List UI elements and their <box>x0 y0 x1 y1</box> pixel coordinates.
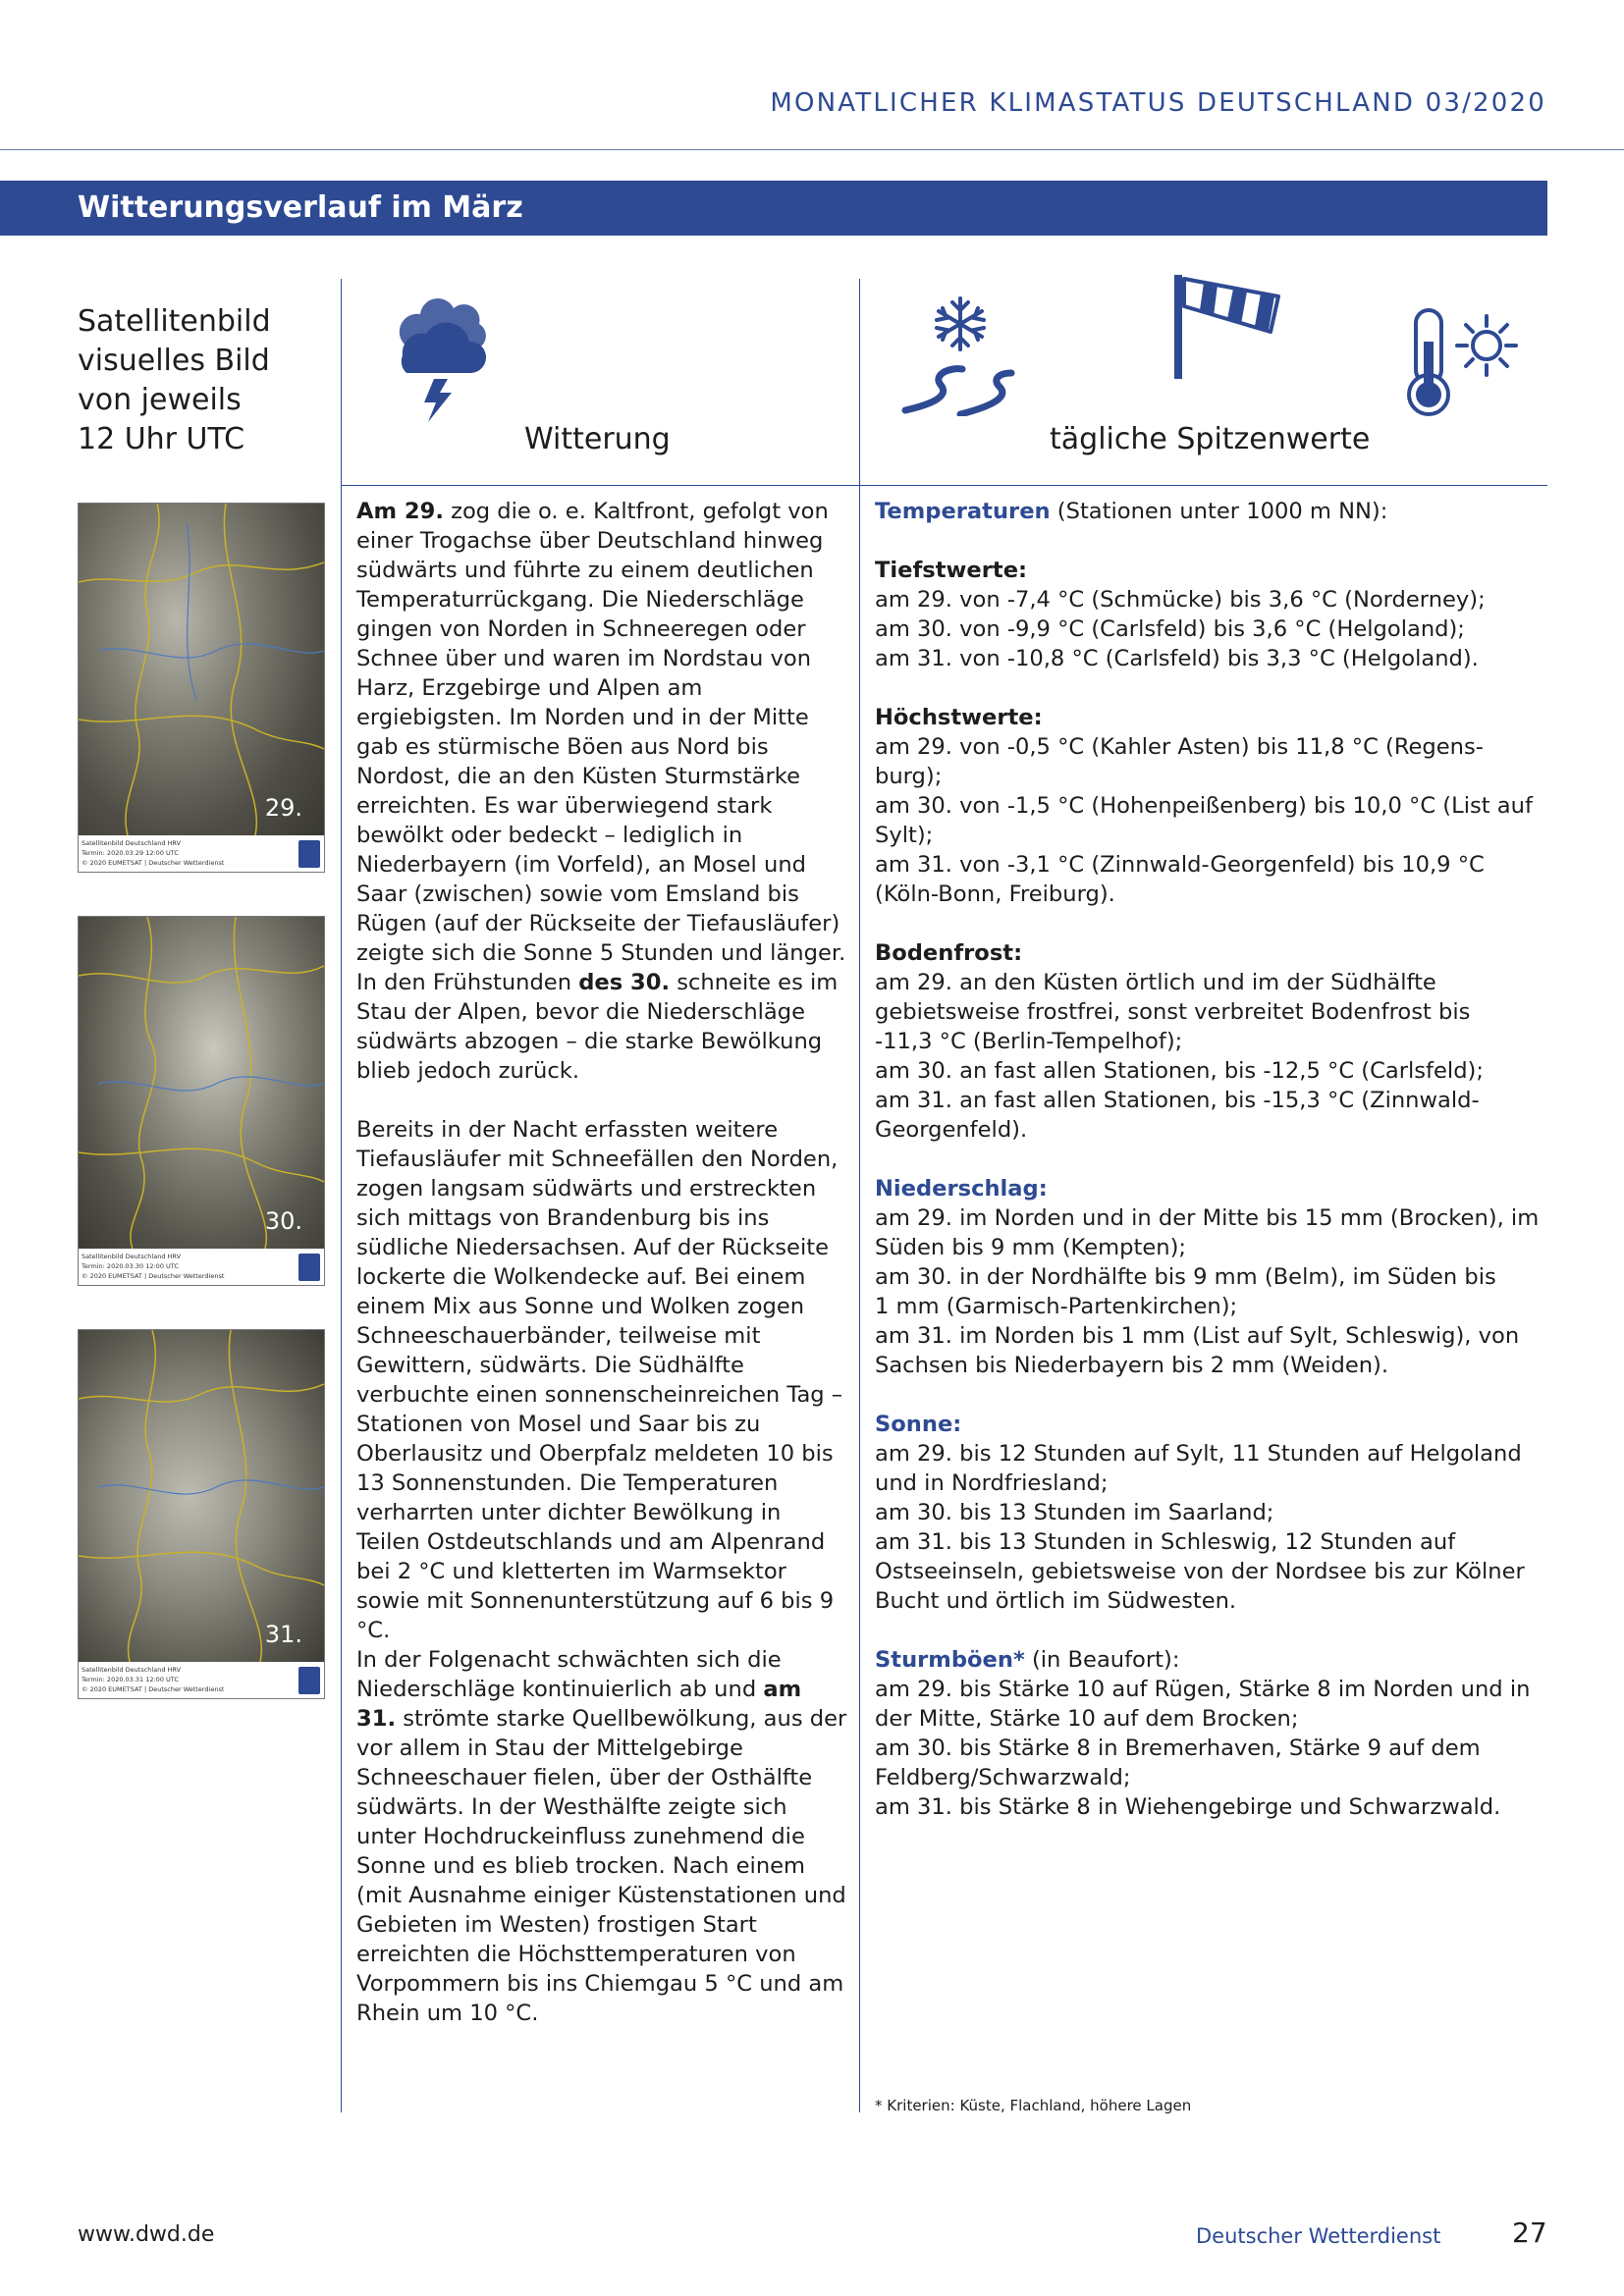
gust-line: am 29. bis Stärke 10 auf Rügen, Stärke 8 im Norden und in <box>875 1677 1531 1702</box>
frost-line: am 31. an fast allen Stationen, bis -15,3 °C (Zinnwald- <box>875 1088 1480 1113</box>
satellite-meta <box>81 838 293 868</box>
narrative-paragraph <box>356 497 847 968</box>
header-divider <box>0 149 1624 150</box>
satellite-image <box>78 503 325 873</box>
windsock-icon <box>1172 271 1284 381</box>
sun-line: Bucht und örtlich im Südwesten. <box>875 1588 1237 1614</box>
narrative-paragraph <box>356 968 847 1086</box>
eumetsat-logo-icon <box>298 840 320 868</box>
footer-url-link[interactable]: www.dwd.de <box>78 2222 215 2247</box>
frost-line: Georgenfeld). <box>875 1117 1028 1143</box>
max-line: am 31. von -3,1 °C (Zinnwald-Georgenfeld) bis 10,9 °C <box>875 852 1485 878</box>
header-title: MONATLICHER KLIMASTATUS DEUTSCHLAND 03/2020 <box>770 88 1546 118</box>
peak-values <box>875 497 1543 1822</box>
satellite-map-overlay <box>79 917 324 1249</box>
satellite-image <box>78 916 325 1286</box>
eumetsat-logo-icon <box>298 1667 320 1694</box>
satellite-caption-line: visuelles Bild <box>78 344 270 378</box>
satellite-meta-line: Termin: 2020.03.29 12:00 UTC <box>81 849 179 857</box>
satellite-image <box>78 1329 325 1699</box>
thunder-cloud-icon <box>391 291 491 426</box>
min-line: am 29. von -7,4 °C (Schmücke) bis 3,6 °C (Norderney); <box>875 587 1486 613</box>
section-bar <box>0 181 1547 236</box>
max-line: Sylt); <box>875 823 934 848</box>
satellite-photo <box>79 1330 324 1662</box>
temperature-note: (Stationen unter 1000 m NN): <box>1050 499 1388 524</box>
temperature-heading: Temperaturen <box>875 499 1051 524</box>
footnote: * Kriterien: Küste, Flachland, höhere Lagen <box>875 2097 1192 2114</box>
satellite-caption-line: 12 Uhr UTC <box>78 422 245 456</box>
page-number: 27 <box>1512 2216 1547 2249</box>
narrative-text: strömte starke Quellbewölkung, aus der vor allem in Stau der Mittelgebirge Schneeschauer fielen, über der Osthälfte südwärts. In der Westhälfte zeigte sich unter Hochdruckeinfluss zunehmend die Sonne und es blieb trocken. Nach einem (mit Ausnahme einiger Küstenstationen und Gebieten im Westen) frostigen Start erreichten die Höchsttemperaturen von Vorpommern bis ins Chiemgau 5 °C und am Rhein um 10 °C. <box>356 1706 847 2026</box>
satellite-meta-line: Satellitenbild Deutschland HRV <box>81 839 182 847</box>
sun-line: am 30. bis 13 Stunden im Saarland; <box>875 1500 1274 1525</box>
gust-heading-line <box>875 1645 1543 1675</box>
sun-line: Ostseeinseln, gebietsweise von der Nordsee bis zur Kölner <box>875 1559 1525 1584</box>
header-row-divider <box>341 485 1547 486</box>
frost-line: gebietsweise frostfrei, sonst verbreitet Bodenfrost bis <box>875 999 1471 1025</box>
gust-line: Feldberg/Schwarzwald; <box>875 1765 1131 1790</box>
min-line: am 31. von -10,8 °C (Carlsfeld) bis 3,3 °C (Helgoland). <box>875 646 1479 671</box>
satellite-photo <box>79 917 324 1249</box>
satellite-map-overlay <box>79 504 324 835</box>
satellite-day-label: 31. <box>264 1621 302 1648</box>
max-line: am 29. von -0,5 °C (Kahler Asten) bis 11,8 °C (Regens- <box>875 734 1484 760</box>
precip-line: am 29. im Norden und in der Mitte bis 15 mm (Brocken), im <box>875 1205 1540 1231</box>
temperature-heading-line <box>875 497 1543 526</box>
frost-line: -11,3 °C (Berlin-Tempelhof); <box>875 1029 1183 1054</box>
narrative-date: am 31. <box>356 1677 802 1732</box>
satellite-meta <box>81 1665 293 1694</box>
narrative-text: zog die o. e. Kaltfront, gefolgt von einer Trogachse über Deutschland hinweg südwärts und führte zu einem deutlichen Temperaturrückgang. Die Niederschläge gingen von Norden in Schneeregen oder Schnee über und waren im Nordstau von Harz, Erzgebirge und Alpen am ergiebigsten. Im Norden und in der Mitte gab es stürmische Böen aus Nord bis Nordost, die an den Küsten Sturmstärke erreichten. Es war überwiegend stark bewölkt oder bedeckt – lediglich in Niederbayern (im Vorfeld), an Mosel und Saar (zwischen) sowie vom Emsland bis Rügen (auf der Rückseite der Tiefausläufer) zeigte sich die Sonne 5 Stunden und länger. <box>356 499 846 966</box>
max-line: am 30. von -1,5 °C (Hohenpeißenberg) bis 10,0 °C (List auf <box>875 793 1533 819</box>
snow-road-icon <box>901 294 1017 416</box>
frost-heading: Bodenfrost: <box>875 940 1023 966</box>
frost-line: am 30. an fast allen Stationen, bis -12,5 °C (Carlsfeld); <box>875 1058 1484 1084</box>
satellite-caption <box>78 302 333 459</box>
precip-line: Süden bis 9 mm (Kempten); <box>875 1235 1186 1260</box>
thermometer-sun-icon <box>1402 306 1520 418</box>
sun-heading: Sonne: <box>875 1412 962 1437</box>
satellite-caption-line: von jeweils <box>78 383 242 417</box>
sun-line: am 29. bis 12 Stunden auf Sylt, 11 Stunden auf Helgoland <box>875 1441 1522 1467</box>
footer-organization: Deutscher Wetterdienst <box>1196 2224 1441 2248</box>
weather-heading: Witterung <box>524 422 671 456</box>
precip-line: am 30. in der Nordhälfte bis 9 mm (Belm), im Süden bis <box>875 1264 1496 1290</box>
satellite-meta-line: Satellitenbild Deutschland HRV <box>81 1253 182 1260</box>
satellite-meta-line: © 2020 EUMETSAT | Deutscher Wetterdienst <box>81 1272 225 1280</box>
gust-heading: Sturmböen* <box>875 1647 1025 1673</box>
column-divider-2 <box>859 279 860 2112</box>
column-divider-1 <box>341 279 342 2112</box>
precip-line: 1 mm (Garmisch-Partenkirchen); <box>875 1294 1238 1319</box>
satellite-meta-line: © 2020 EUMETSAT | Deutscher Wetterdienst <box>81 859 225 867</box>
section-title: Witterungsverlauf im März <box>78 190 523 225</box>
satellite-map-overlay <box>79 1330 324 1662</box>
sun-line: und in Nordfriesland; <box>875 1470 1109 1496</box>
sun-line: am 31. bis 13 Stunden in Schleswig, 12 Stunden auf <box>875 1529 1456 1555</box>
narrative-paragraph: Bereits in der Nacht erfassten weitere Tiefausläufer mit Schneefällen den Norden, zogen langsam südwärts und erstreckten sich mittags von Brandenburg bis ins südliche Niedersachsen. Auf der Rückseite lockerte die Wolkendecke auf. Bei einem einem Mix aus Sonne und Wolken zogen Schneeschauerbänder, teilweise mit Gewittern, südwärts. Die Südhälfte verbuchte einen sonnenscheinreichen Tag – Stationen von Mosel und Saar bis zu Oberlausitz und Oberpfalz meldeten 10 bis 13 Sonnenstunden. Die Temperaturen verharrten unter dichter Bewölkung in Teilen Ostdeutschlands und am Alpenrand bei 2 °C und kletterten im Warmsektor sowie mit Sonnenunterstützung auf 6 bis 9 °C. <box>356 1117 843 1643</box>
narrative-date: des 30. <box>578 970 671 995</box>
narrative-text: schneite es im Stau der Alpen, bevor die Niederschläge südwärts abzogen – die starke Bewölkung blieb jedoch zurück. <box>356 970 839 1084</box>
gust-line: am 30. bis Stärke 8 in Bremerhaven, Stärke 9 auf dem <box>875 1735 1481 1761</box>
satellite-day-label: 30. <box>264 1207 302 1235</box>
weather-narrative <box>356 497 847 2028</box>
satellite-meta-line: Satellitenbild Deutschland HRV <box>81 1666 182 1674</box>
satellite-meta-line: Termin: 2020.03.30 12:00 UTC <box>81 1262 179 1270</box>
gust-note: (in Beaufort): <box>1024 1647 1180 1673</box>
satellite-caption-line: Satellitenbild <box>78 304 271 339</box>
satellite-photo <box>79 504 324 835</box>
max-line: burg); <box>875 764 943 789</box>
narrative-text: In den Frühstunden <box>356 970 579 995</box>
precip-line: am 31. im Norden bis 1 mm (List auf Sylt, Schleswig), von <box>875 1323 1520 1349</box>
precip-heading: Niederschlag: <box>875 1176 1048 1201</box>
peaks-heading: tägliche Spitzenwerte <box>1050 422 1371 456</box>
gust-line: der Mitte, Stärke 10 auf dem Brocken; <box>875 1706 1299 1732</box>
satellite-meta-line: © 2020 EUMETSAT | Deutscher Wetterdienst <box>81 1685 225 1693</box>
narrative-date: Am 29. <box>356 499 444 524</box>
narrative-text: In der Folgenacht schwächten sich die Niederschläge kontinuierlich ab und <box>356 1647 782 1702</box>
precip-line: Sachsen bis Niederbayern bis 2 mm (Weiden). <box>875 1353 1389 1378</box>
eumetsat-logo-icon <box>298 1254 320 1281</box>
max-heading: Höchstwerte: <box>875 705 1043 730</box>
min-line: am 30. von -9,9 °C (Carlsfeld) bis 3,6 °C (Helgoland); <box>875 616 1465 642</box>
satellite-meta <box>81 1252 293 1281</box>
frost-line: am 29. an den Küsten örtlich und im der Südhälfte <box>875 970 1436 995</box>
satellite-day-label: 29. <box>264 794 302 822</box>
narrative-paragraph <box>356 1645 847 2028</box>
max-line: (Köln-Bonn, Freiburg). <box>875 881 1115 907</box>
satellite-meta-line: Termin: 2020.03.31 12:00 UTC <box>81 1676 179 1683</box>
min-heading: Tiefstwerte: <box>875 558 1028 583</box>
gust-line: am 31. bis Stärke 8 in Wiehengebirge und Schwarzwald. <box>875 1794 1501 1820</box>
